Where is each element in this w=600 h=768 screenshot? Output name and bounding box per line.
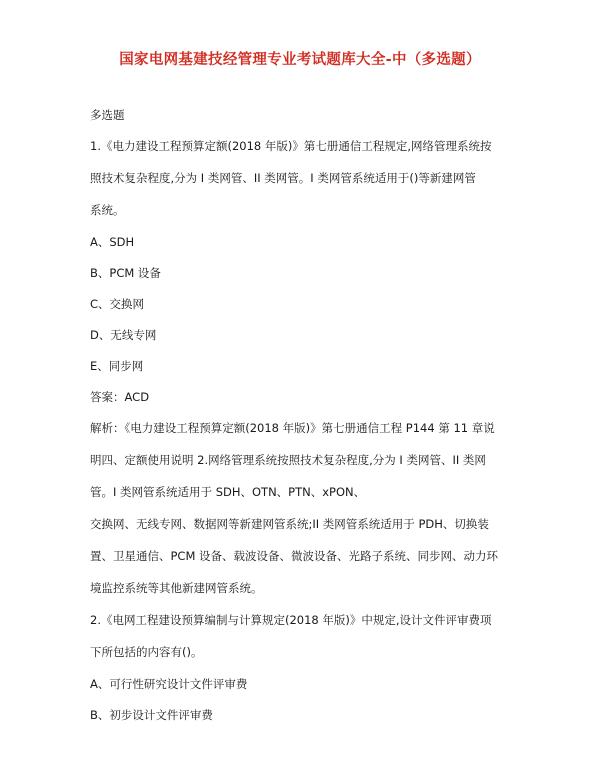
question-1-option-b: B、PCM 设备 — [90, 266, 161, 280]
question-1-answer: 答案：ACD — [90, 390, 150, 404]
question-1-stem-line: 照技术复杂程度,分为 I 类网管、II 类网管。I 类网管系统适用于()等新建网管 — [90, 171, 476, 185]
question-1-option-e: E、同步网 — [90, 359, 144, 373]
question-1-analysis-line: 境监控系统等其他新建网管系统。 — [90, 581, 263, 595]
question-2-stem-line: 下所包括的内容有()。 — [90, 645, 203, 659]
question-2-option-a: A、可行性研究设计文件评审费 — [90, 677, 248, 691]
question-1-analysis-line: 管。I 类网管系统适用于 SDH、OTN、PTN、xPON、 — [90, 485, 366, 499]
question-1-option-c: C、交换网 — [90, 297, 145, 311]
question-2 — [90, 613, 522, 723]
question-2-option-b: B、初步设计文件评审费 — [90, 708, 213, 722]
document-title: 国家电网基建技经管理专业考试题库大全-中（多选题） — [119, 52, 481, 68]
question-1-analysis-line: 解析：《电力建设工程预算定额(2018 年版)》第七册通信工程 P144 第 11 章说 — [90, 421, 495, 435]
question-2-stem-line: 2.《电网工程建设预算编制与计算规定(2018 年版)》中规定,设计文件评审费项 — [90, 613, 492, 627]
question-1-stem-line: 系统。 — [90, 203, 125, 217]
section-heading: 多选题 — [90, 108, 125, 122]
question-1-analysis-line: 明四、定额使用说明 2.网络管理系统按照技术复杂程度,分为 I 类网管、II 类网 — [90, 453, 486, 467]
question-1-stem-line: 1.《电力建设工程预算定额(2018 年版)》第七册通信工程规定,网络管理系统按 — [90, 139, 492, 153]
question-1-option-a: A、SDH — [90, 235, 135, 249]
question-1-option-d: D、无线专网 — [90, 328, 157, 342]
question-1-analysis-line: 交换网、无线专网、数据网等新建网管系统;II 类网管系统适用于 PDH、切换装 — [90, 517, 489, 531]
document-body — [90, 108, 522, 739]
question-1-analysis-line: 置、卫星通信、PCM 设备、载波设备、微波设备、光路子系统、同步网、动力环 — [90, 549, 499, 563]
question-1 — [90, 139, 522, 596]
